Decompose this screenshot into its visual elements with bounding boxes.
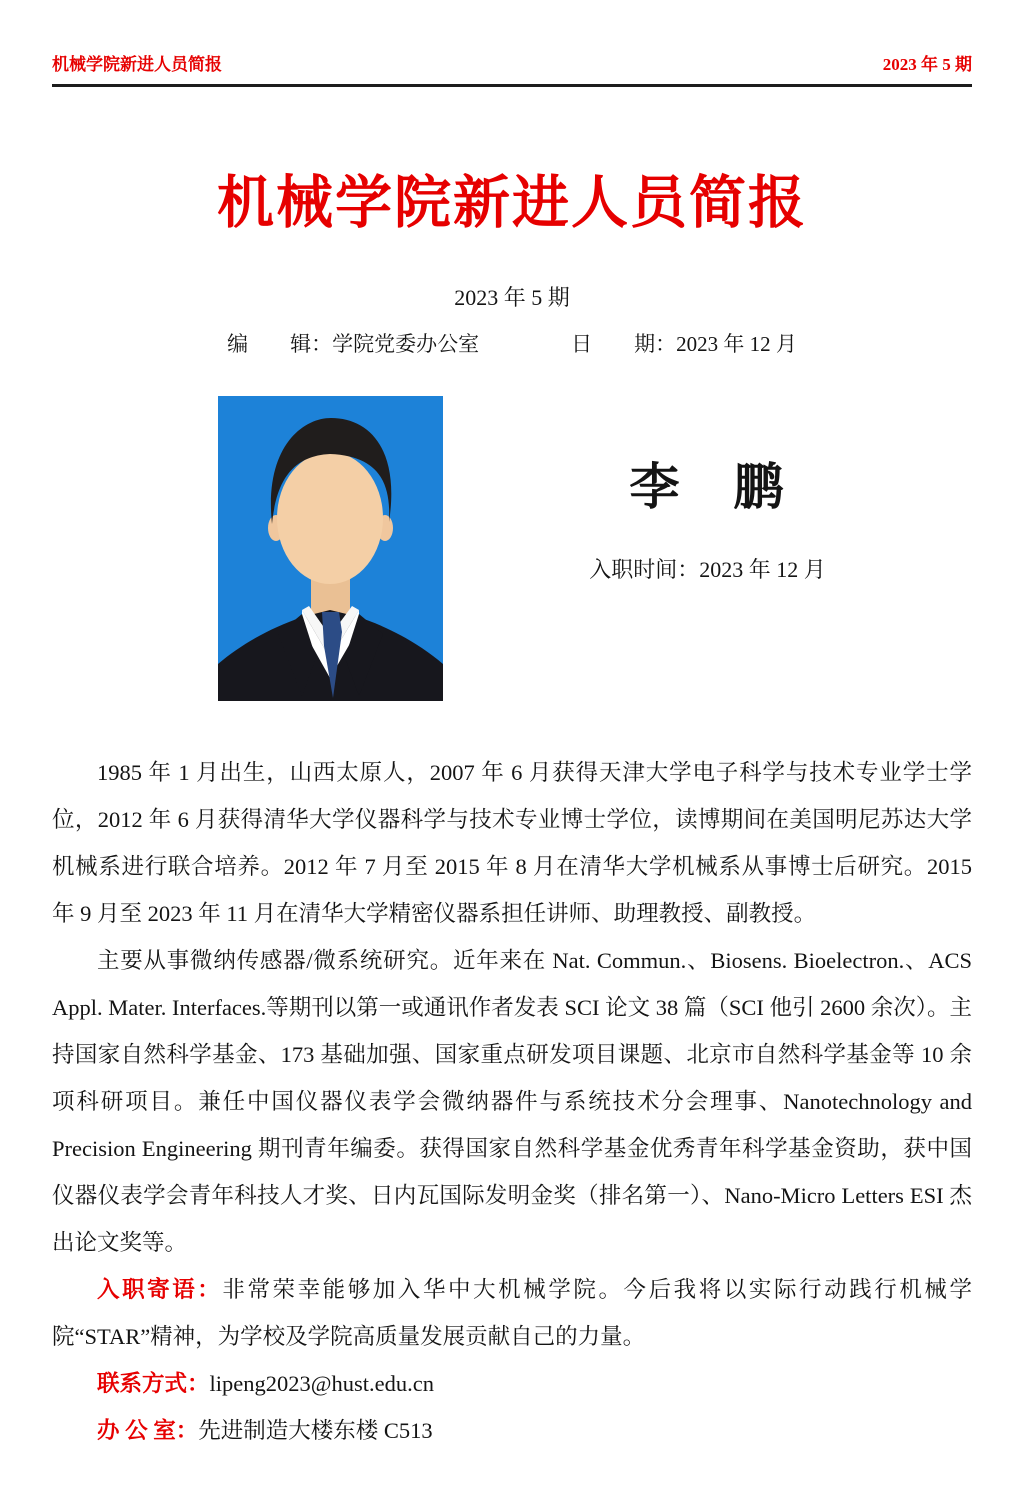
date-label: 日 期： <box>571 331 677 356</box>
contact-label: 联系方式： <box>97 1370 210 1396</box>
office-value: 先进制造大楼东楼 C513 <box>198 1417 433 1443</box>
profile-photo <box>218 396 443 701</box>
header-right-issue: 2023 年 5 期 <box>882 55 972 74</box>
profile-section <box>52 396 972 701</box>
join-date-value: 2023 年 12 月 <box>699 557 826 583</box>
page-header <box>52 0 972 87</box>
message-paragraph <box>52 1266 972 1360</box>
editor-item <box>227 330 479 358</box>
date-item <box>571 330 797 358</box>
join-date-label: 入职时间： <box>589 557 700 583</box>
contact-value: lipeng2023@hust.edu.cn <box>209 1370 434 1396</box>
message-text: 非常荣幸能够加入华中大机械学院。今后我将以实际行动践行机械学院“STAR”精神，为学校及学院高质量发展贡献自己的力量。 <box>52 1276 972 1349</box>
join-date-line <box>589 553 826 584</box>
page-title: 机械学院新进人员简报 <box>217 172 807 235</box>
bio-section <box>52 749 972 1454</box>
editor-label: 编 辑： <box>227 331 333 356</box>
office-label: 办 公 室： <box>97 1417 199 1443</box>
person-name: 李 鹏 <box>629 459 786 516</box>
message-label: 入职寄语： <box>97 1276 223 1302</box>
bio-paragraph-2: 主要从事微纳传感器/微系统研究。近年来在 Nat. Commun.、Biosens. Bioelectron.、ACS Appl. Mater. Interfaces.等期刊以第一或通讯作者发表 SCI 论文 38 篇（SCI 他引 2600 余次）。主持国家自然科学基金、173 基础加强、国家重点研发项目课题、北京市自然科学基金等 10 余项科研项目。兼任中国仪器仪表学会微纳器件与系统技术分会理事、Nanotechnology and Precision Engineering 期刊青年编委。获得国家自然科学基金优秀青年科学基金资助，获中国仪器仪表学会青年科技人才奖、日内瓦国际发明金奖（排名第一）、Nano-Micro Letters ESI 杰出论文奖等。 <box>52 947 972 1255</box>
editor-value: 学院党委办公室 <box>332 331 480 356</box>
contact-paragraph <box>52 1360 972 1407</box>
issue-line: 2023 年 5 期 <box>454 284 570 310</box>
office-paragraph <box>52 1407 972 1454</box>
bio-paragraph-1: 1985 年 1 月出生，山西太原人，2007 年 6 月获得天津大学电子科学与技术专业学士学位，2012 年 6 月获得清华大学仪器科学与技术专业博士学位，读博期间在美国明尼苏达大学机械系进行联合培养。2012 年 7 月至 2015 年 8 月在清华大学机械系从事博士后研究。2015 年 9 月至 2023 年 11 月在清华大学精密仪器系担任讲师、助理教授、副教授。 <box>52 759 972 926</box>
portrait-photo-illustration <box>218 396 443 701</box>
header-left-title: 机械学院新进人员简报 <box>52 55 222 74</box>
meta-row <box>52 330 972 358</box>
profile-info <box>443 396 972 701</box>
date-value: 2023 年 12 月 <box>676 331 797 356</box>
